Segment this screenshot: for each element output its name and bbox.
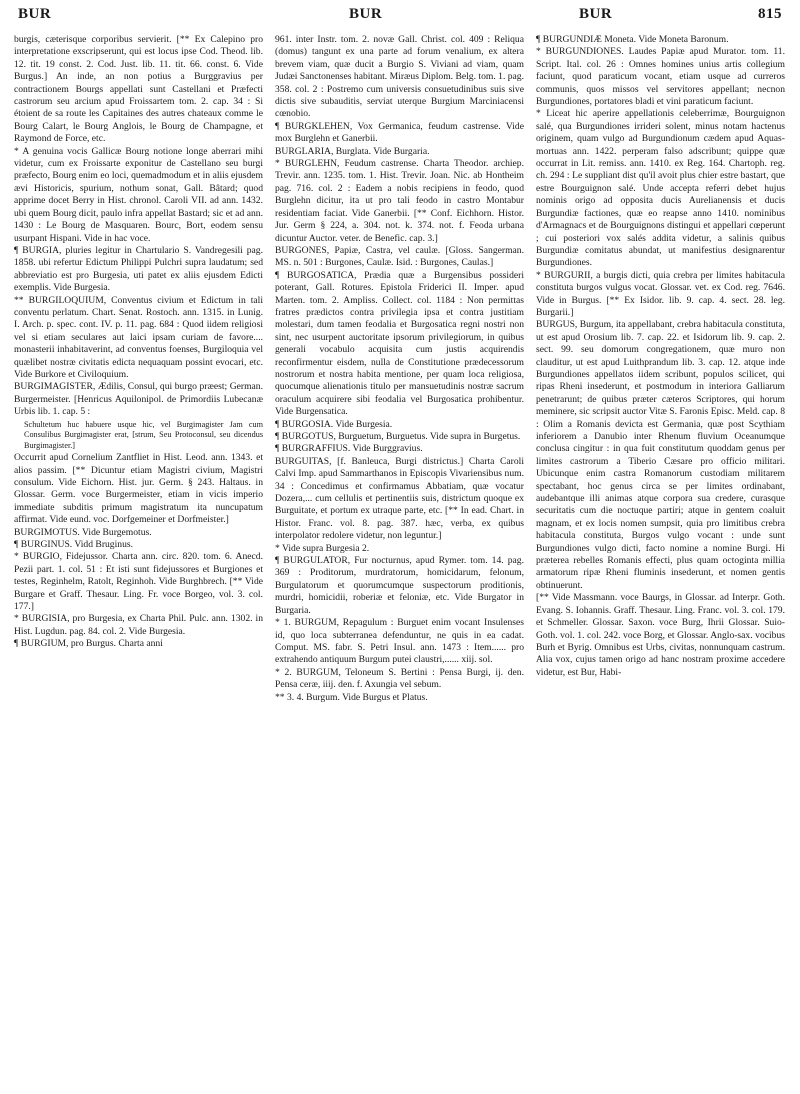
entry-text: BURGIMOTUS. Vide Burgemotus. bbox=[14, 526, 152, 538]
page-number: 815 bbox=[758, 6, 782, 22]
entry-text: 961. inter Instr. tom. 2. novæ Gall. Christ. col. 409 : Reliqua (domus) tangunt ex una parte ad forum venalium, ex altera brevem viam, quæ ducit a Burgio S. Viviani ad viam, quam Judæi Sanctonenses habitant. Miræus Diplom. Belg. tom. 1. pag. 358. col. 2 : Postremo cum universis consuetudinibus suis sive dictis sive subauditis, serviat uterque Burgium Marciniacensi cœnobio. bbox=[275, 34, 524, 120]
entry-text: * 2. BURGUM, Teloneum S. Bertini : Pensa Burgi, ij. den. Pensa ceræ, iiij. den. f. Axungia vel sebum. bbox=[275, 666, 524, 691]
entry-text: ¶ BURGINUS. Vidd Bruginus. bbox=[14, 538, 133, 550]
entry-text: * BURGURII, a burgis dicti, quia crebra per limites habitacula constituta burgos vulgus vocat. Glossar. vet. ex Cod. reg. 7646. Vide in Burgus. [** Ex Isidor. lib. 9. cap. 4. sect. 28. leg. Burgarii.] bbox=[536, 269, 785, 318]
entry-text: BURGUITAS, [f. Banleuca, Burgi districtus.] Charta Caroli Calvi Imp. apud Sammarthanos in Episcopis Vivariensibus num. 34 : Concedimus et confirmamus Abbatiam, quæ vocatur Dozera,... cum cellulis et pertinentiis suis, districtum quoque ex Burguitate, et portum ex utraque parte, etc. [** In ead. Chart. in Histor. Franc. vol. 8. pag. 387. hæc, verba, ex quibus interpolator redolere videtur, non leguntur.] bbox=[275, 455, 524, 542]
entry-text: BURGONES, Papiæ, Castra, vel caulæ. [Gloss. Sangerman. MS. n. 501 : Burgones, Caulæ. Isid. : Burgones, Caulas.] bbox=[275, 244, 524, 269]
column-2 bbox=[275, 34, 524, 1086]
entry-text: ¶ BURGULATOR, Fur nocturnus, apud Rymer. tom. 14. pag. 369 : Proditorum, murdratorum, homicidarum, felonum, Burgulatorum et quorumcumque suspectorum proditionis, murdri, homicidii, roberiæ et feloniæ, etc. Vide Burgator in Burgaria. bbox=[275, 555, 524, 616]
entry-text: ¶ BURGIA, pluries legitur in Chartulario S. Vandregesili pag. 1858. ubi refertur Edictum Philippi Pulchri supra laudatum; sed abbreviatio est pro Burgesia, uti patet ex aliis ejusdem Edicti exemplis. Vide Burgesia. bbox=[14, 244, 263, 294]
header-center-word-1: BUR bbox=[349, 6, 383, 22]
entry-text: * BURGUNDIONES. Laudes Papiæ apud Murator. tom. 11. Script. Ital. col. 26 : Omnes homines unius artis collegium faciunt, quod paraticum vocant, etiam usque ad curreros communis, quos missos vel servitores appellant; necnon Burgundiones, portatores bladi et vini paraticum faciunt. bbox=[536, 46, 785, 108]
entry-text: * BURGLEHN, Feudum castrense. Charta Theodor. archiep. Trevir. ann. 1235. tom. 1. Hist. Trevir. Joan. Nic. ab Hontheim pag. 716. col. 2 : Eadem a nobis recipiens in feodo, quod Burglehn dicitur, ita ut pro tali feodo in castro Montabur residentiam faciat. Vide Ganerbii. [** Conf. Eichhorn. Histor. Jur. Germ § 224, a. 304. not. k. 374. not. f. Feoda urbana dicuntur Auctor. veter. de Benefic. cap. 3.] bbox=[275, 158, 524, 244]
entry-text: * 1. BURGUM, Repagulum : Burguet enim vocant Insulenses id, quo loca subterranea defenduntur, ne quis in ea cadat. Comput. MS. fabr. S. Petri Insul. ann. 1473 : Item...... pro extrahendo antiquum Burgum putei claustri,...... xiij. sol. bbox=[275, 617, 524, 666]
entry-text: ¶ BURGOTUS, Burguetum, Burguetus. Vide supra in Burgetus. bbox=[275, 431, 521, 442]
entry-text: * Vide supra Burgesia 2. bbox=[275, 542, 370, 554]
header-center-word-2: BUR bbox=[579, 6, 613, 22]
verse-quote: Schultetum huc habuere usque hic, vel Burgimagister Jam cum Consulibus Burgimagister erat, [strum, Seu Protoconsul, seu dicendus Burgimagister.] bbox=[24, 419, 263, 450]
entry-text: BURGIMAGISTER, Ædilis, Consul, qui burgo præest; German. Burgermeister. [Henricus Aquilonipol. de Primordiis Lubecanæ Urbis lib. 1. cap. 5 : bbox=[14, 381, 263, 418]
entry-text: * BURGIO, Fidejussor. Charta ann. circ. 820. tom. 6. Anecd. Pezii part. 1. col. 51 : Et isti sunt fidejussores et Burgiones et testes, Reginhelm, Ratolt, Reginhoh. Vide Burghbrech. [** Vide Burgare et Graff. Thesaur. Ling. Fr. voce Borgeo, vol. 3. col. 177.] bbox=[14, 551, 263, 612]
entry-text: * BURGISIA, pro Burgesia, ex Charta Phil. Pulc. ann. 1302. in Hist. Lugdun. pag. 84. col. 2. Vide Burgesia. bbox=[14, 613, 263, 637]
entry-text: ¶ BURGOSATICA, Prædia quæ a Burgensibus possideri poterant, Gall. Rotures. Epistola Friderici II. Imper. apud Marten. tom. 2. Ampliss. Collect. col. 1184 : Non permittas fratres prædictos contra privilegia ipsa et contra justitiam molestari, dum tamen feodalia et Burgosatica regni nostri non sint, nec usurpent auctoritate ipsorum privilegiorum, in quibus generali vocabulo acquisita cum justis acquirendis reconfirmentur eisdem, nulla de Constitutione prædecessorum nostrorum et nostra habita mentione, per quam loca religiosa, quocumque alienationis titulo per mansuetudinis nostræ sacrum oraculum acquirere sibi feodalia vel Burgosatica prohibentur. Vide Burgensatica. bbox=[275, 269, 524, 418]
entry-text: BURGUS, Burgum, ita appellabant, crebra habitacula constituta, ut est apud Orosium lib. 7. cap. 22. et Isidorum lib. 9. cap. 2. sect. 99. seu domorum congregationem, quæ muro non clauditur, ut est apud Luithprandum lib. 3. cap. 12. atque inde Burgundiones appellatos iidem scribunt, populos scilicet, qui ripas Rheni insederunt, et postmodum in interiora Galliarum penetrarunt; de quibus præter cæteros Scriptores, qui horum meminere, sic scripsit auctor Vitæ S. Faronis Episc. Meld. cap. 8 : Olim a Romanis devicta est Germania, quæ post Scythiam inferiorem a Danubio inter Rhenum fluvium Oceanumque conclusa cingitur : in qua fuit constitutum quoddam genus per limites castrorum a Tiberio Cæsare pro officio militari. Ubicunque enim castra Romanorum custodiam militarem spectabant, hoc genus circa se per limites ordinabant, audebantque illi animas atque corpora sua credere, curasque securitatis cum die noctuque partiri; atque in gentem coaluit magnam, et ex locis nomen sumpsit, quia pro limitibus crebra habitacula constituta, Burgos vulgo vocant : unde sunt Burgundiones vulgo dicti, facto nomine a nomine Burgi. Hi præterea rebelles Romanis effecti, plus quam octoginta millia armatorum ripæ Rheni fluminis insederunt, et nomen gentis obtinuerunt. bbox=[536, 319, 785, 591]
entry-text: ¶ BURGUNDIÆ Moneta. Vide Moneta Baronum. bbox=[536, 34, 729, 45]
entry-text: burgis, cæterisque corporibus servierit. [** Ex Calepino pro interpretatione exscripserunt, qui est locus ipse Cod. Theod. lib. 12. tit. 19 const. 2. Cod. Just. lib. 11. tit. 66. const. 6. Vide Burgus.] An inde, an non potius a Burggravius per contractionem Bourgs appellati sunt Castellani et Præfecti castrorum seu arcium apud Froissartem tom. 2. cap. 34 : Si étoient de sa route les Capitaines des autres chateaux comme le Bourg Calart, le Bourg Anglois, le Bourg de Champagne, et Raymond de Force, etc. bbox=[14, 34, 263, 145]
entry-text: * A genuina vocis Gallicæ Bourg notione longe aberrari mihi videtur, cum ex Froissarte exponitur de Castellano seu burgi præfecto, Bourg enim eo loci, quemadmodum et in aliis ejusdem ævi Historicis, spurium, nothum sonat, Gall. Bâtard; quod apprime docet Berry in Hist. chronol. Caroli VII. ad ann. 1432. ubi quem Bourg dicit, paulo infra appellat Bastard; sic et ad ann. 1430 : Le Bourg de Masquaren. Bourc, Bort, eodem sensu usurpant Hispani. Vide in hac voce. bbox=[14, 145, 263, 244]
entry-text: * Liceat hic aperire appellationis celeberrimæ, Bourguignon salé, qua Burgundiones irrideri solent, minus notam hactenus originem, quam vulgo ad Burgundionum cædem apud Aquas-mortuas ann. 1422. perperam falso adscribunt; quippe quæ occurrat in Lit. remiss. ann. 1410. ex Reg. 164. Chartoph. reg. ch. 294 : Le suppliant dist qu'il avoit plus chier estre bastart, que estre Bourguignon salé. Unde accepta referri debet hujus nominis origo ad opposita ducis Aurelianensis et ducis Burgundiæ factiones, quæ eo reapse anno 1410. nominibus d'Armagnacs et de Bourguignons distingui et appellari cœperunt ; cui posteriori vox salés addita videtur, a salinis quibus Burgundiæ comitatus abundat, ut manifestius designarentur Burgundiones. bbox=[536, 108, 785, 269]
entry-text: Occurrit apud Cornelium Zantfliet in Hist. Leod. ann. 1343. et alios passim. [** Dicuntur etiam Magistri civium, Magistri consulum. Vide Eichorn. Hist. jur. Germ. § 243. Haltaus. in Glossar. Germ. voce Burgermeister, etiam in vicis imperio immediate subditis primum magistratum ita nuncupatum affirmat. Vide eund. voc. Dorfgemeiner et Dorfmeister.] bbox=[14, 452, 263, 526]
entry-text: ** BURGILOQUIUM, Conventus civium et Edictum in tali conventu perlatum. Chart. Senat. Rostoch. ann. 1315. in Lunig. I. Arch. p. spec. cont. IV. p. 11. pag. 684 : Quod iidem religiosi vel si etiam seculares aut laici ipsam curiam de favore.... monasterii inhabitaverint, ad conventus foenses, Burgiloquia vel quælibet nostræ civitatis edicta nequaquam possint evocari, etc. Vide Burkore et Civiloquium. bbox=[14, 294, 263, 380]
header-left-word: BUR bbox=[18, 6, 52, 22]
entry-text: [** Vide Massmann. voce Baurgs, in Glossar. ad Interpr. Goth. Evang. S. Iohannis. Graff. Thesaur. Ling. Franc. vol. 3. col. 179. et Schmeller. Glossar. Saxon. voce Burg, Ihrii Glossar. Suio-Goth. vol. 1. col. 242. voce Borg, et Glossar. Anglo-sax. vocibus Burh et Byrig. Omnibus est Urbs, civitas, nonnunquam castrum. Alia vox, cujus tamen origo ad hanc nostram proxime accedere videtur, est Bur, Habi- bbox=[536, 592, 785, 678]
entry-text: ¶ BURGRAFFIUS. Vide Burggravius. bbox=[275, 443, 423, 455]
running-header bbox=[14, 6, 786, 26]
entry-text: BURGLARIA, Burglata. Vide Burgaria. bbox=[275, 145, 430, 157]
entry-text: ** 3. 4. Burgum. Vide Burgus et Platus. bbox=[275, 691, 428, 703]
entry-text: ¶ BURGOSIA. Vide Burgesia. bbox=[275, 418, 393, 430]
entry-text: ¶ BURGKLEHEN, Vox Germanica, feudum castrense. Vide mox Burglehn et Ganerbii. bbox=[275, 120, 524, 145]
entry-text: ¶ BURGIUM, pro Burgus. Charta anni bbox=[14, 638, 163, 650]
column-3 bbox=[536, 34, 785, 1086]
text-columns bbox=[14, 34, 786, 1086]
column-1 bbox=[14, 34, 263, 1086]
